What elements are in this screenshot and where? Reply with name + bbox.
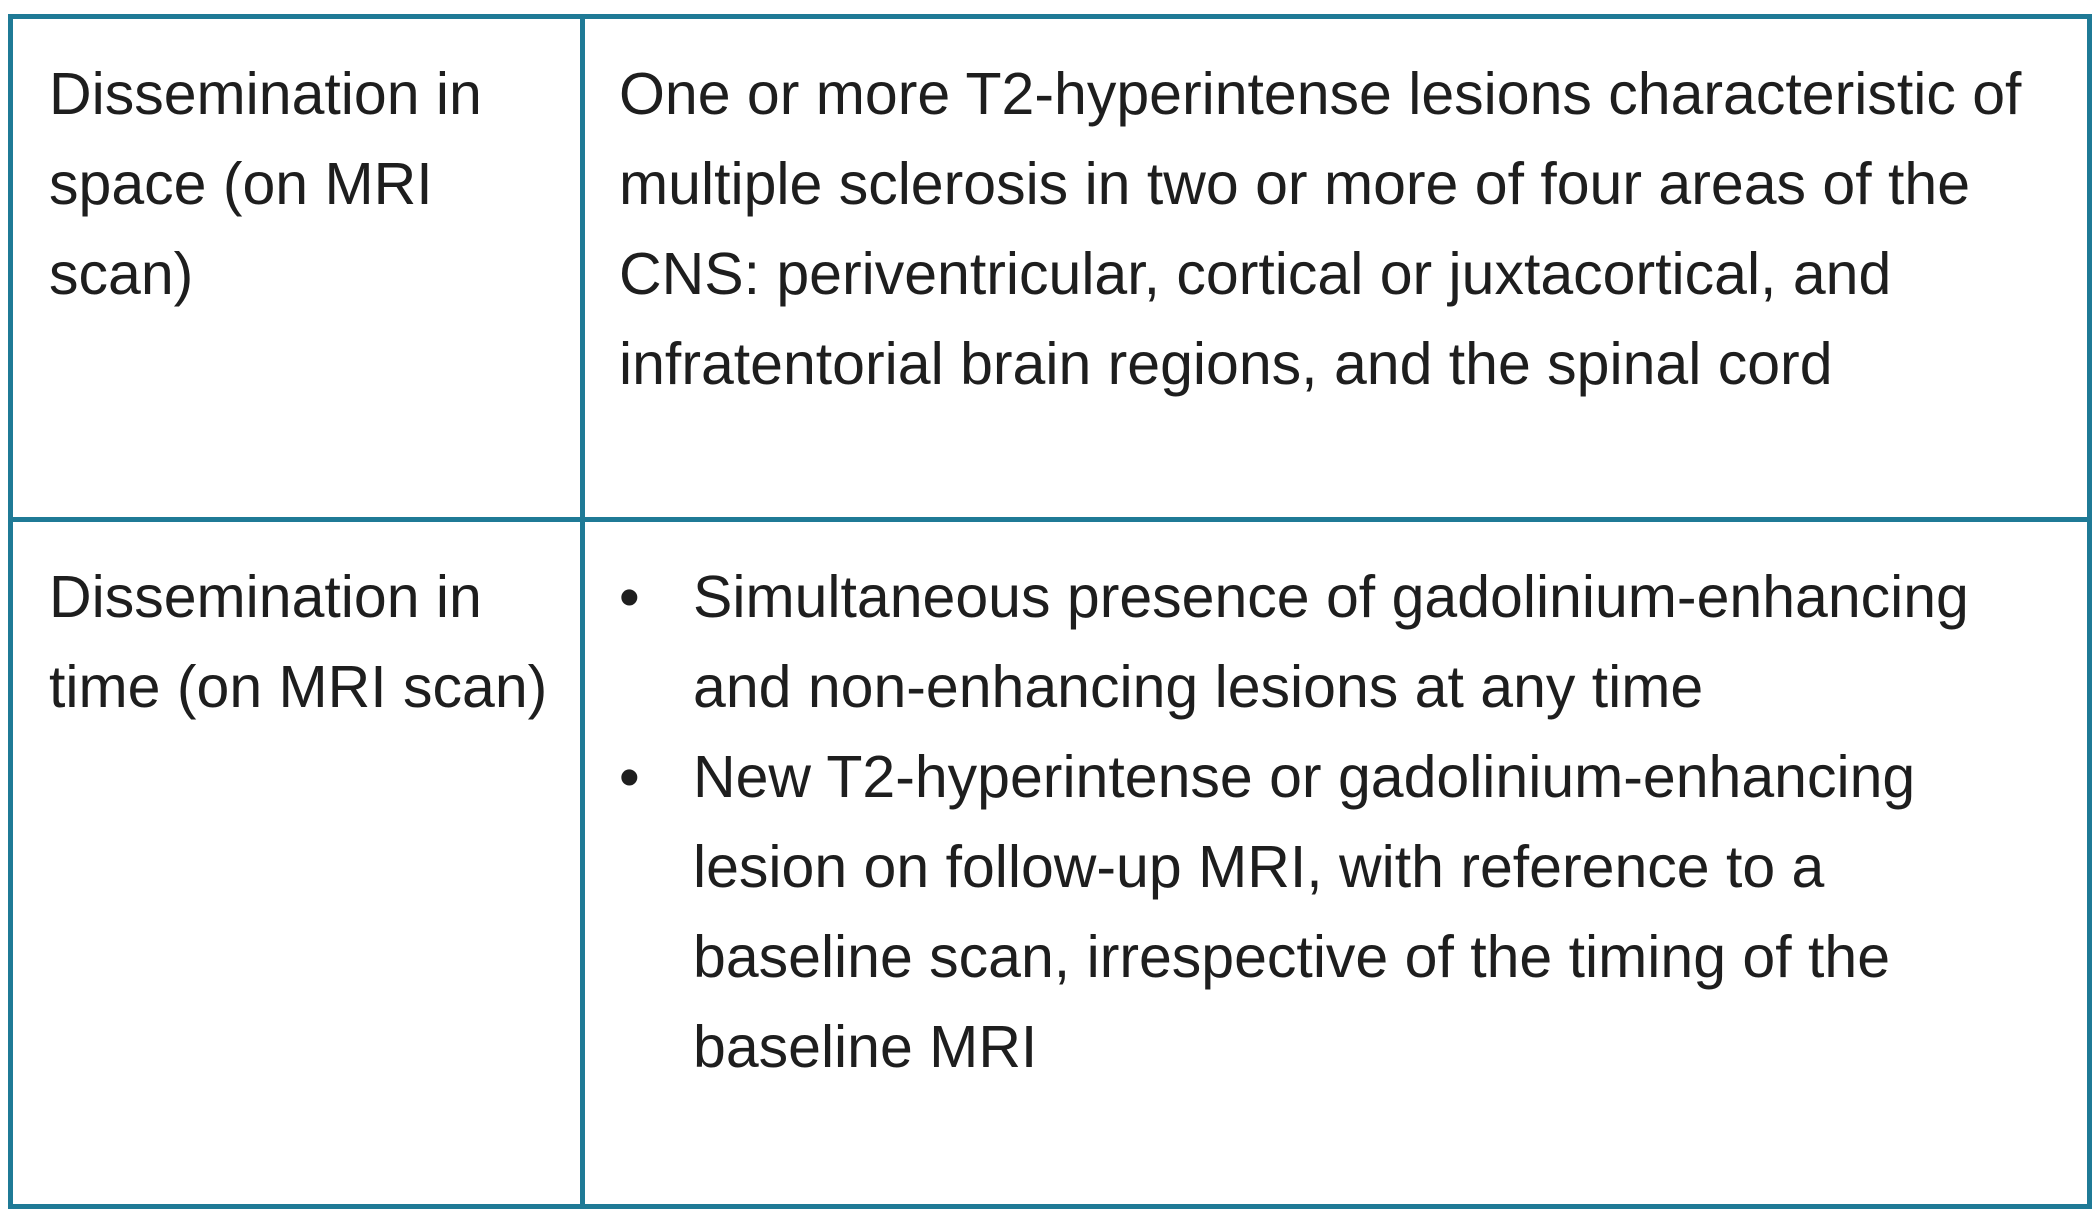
list-item — [619, 732, 2047, 1092]
row-description-cell — [583, 520, 2090, 1207]
table-row-dissemination-in-time — [11, 520, 2090, 1207]
row-description-cell — [583, 17, 2090, 520]
table-row-dissemination-in-space — [11, 17, 2090, 520]
list-item — [619, 552, 2047, 732]
bullet-icon: • — [619, 564, 640, 630]
criteria-table — [8, 14, 2092, 1209]
bullet-list — [585, 552, 2087, 1092]
bullet-icon: • — [619, 744, 640, 810]
row-label: Dissemination in space (on MRI scan) — [49, 61, 482, 307]
row-label-cell — [11, 520, 583, 1207]
row-label: Dissemination in time (on MRI scan) — [49, 564, 548, 720]
list-item-text: New T2-hyperintense or gadolinium-enhancing lesion on follow-up MRI, with reference to a baseline scan, irrespective of the timing of the baseline MRI — [693, 744, 1916, 1080]
row-label-cell — [11, 17, 583, 520]
row-description: One or more T2-hyperintense lesions characteristic of multiple sclerosis in two or more of four areas of the CNS: periventricular, cortical or juxtacortical, and infratentorial brain regions, and the spinal cord — [619, 61, 2022, 397]
list-item-text: Simultaneous presence of gadolinium-enhancing and non-enhancing lesions at any time — [693, 564, 1969, 720]
